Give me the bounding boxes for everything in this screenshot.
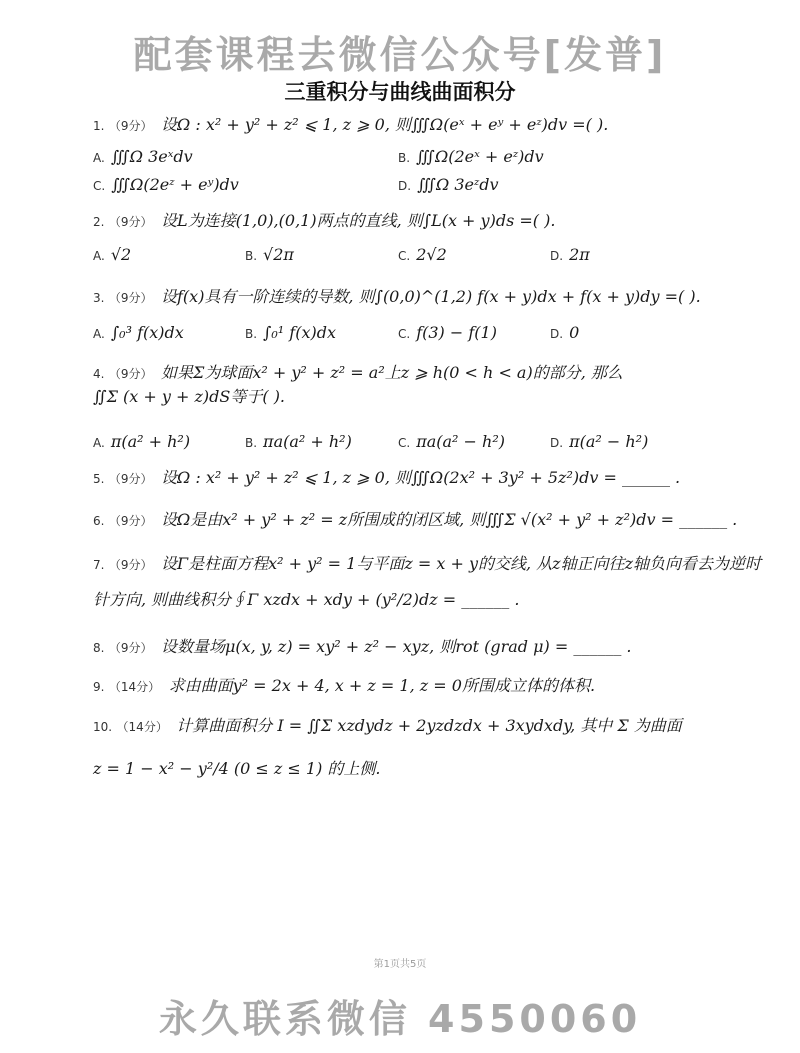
question-text: 求由曲面y² = 2x + 4, x + z = 1, z = 0所围成立体的体积. [168,676,596,695]
question-score: （9分） [108,367,153,381]
question-number: 5. [93,472,105,486]
option-value: ∭Ω 3eᶻdv [417,175,499,194]
question-7 [93,554,762,575]
question-score: （9分） [108,558,153,572]
question-number: 10. [93,720,113,734]
q1-option-d: D. ∭Ω 3eᶻdv [398,175,499,194]
question-text: 设Γ是柱面方程x² + y² = 1与平面z = x + y的交线, 从z轴正向往z轴负向看去为逆时 [161,554,762,573]
option-value: f(3) − f(1) [416,323,497,342]
question-number: 3. [93,291,105,305]
question-7-line-2 [93,590,733,611]
question-text: 计算曲面积分 I = ∬Σ xzdydz + 2yzdzdx + 3xydxdy, 其中 Σ 为曲面 [176,716,682,735]
q2-option-c: C. 2√2 [398,245,447,264]
question-1 [93,115,733,136]
option-value: ∭Ω 3eˣdv [110,147,193,166]
option-value: πa(a² − h²) [416,432,505,451]
question-9 [93,676,733,697]
question-text: z = 1 − x² − y²/4 (0 ≤ z ≤ 1) 的上侧. [93,759,381,778]
question-number: 6. [93,514,105,528]
option-value: 0 [569,323,580,342]
question-number: 2. [93,215,105,229]
q1-option-b: B. ∭Ω(2eˣ + eᶻ)dv [398,147,544,166]
q2-option-b: B. √2π [245,245,294,264]
question-score: （14分） [116,720,168,734]
question-5 [93,468,733,489]
question-score: （9分） [108,641,153,655]
question-text: 设Ω : x² + y² + z² ⩽ 1, z ⩾ 0, 则∭Ω(2x² + 3y² + 5z²)dv = ______ . [161,468,681,487]
q2-option-a: A. √2 [93,245,132,264]
question-score: （9分） [108,472,153,486]
question-number: 7. [93,558,105,572]
watermark-bottom: 永久联系微信 4550060 [158,997,642,1041]
question-10-line-2 [93,759,733,780]
question-text: 设f(x)具有一阶连续的导数, 则∫(0,0)^(1,2) f(x + y)dx + f(x + y)dy =( ). [161,287,701,306]
option-value: ∫₀¹ f(x)dx [263,323,336,342]
option-value: ∫₀³ f(x)dx [110,323,184,342]
question-8 [93,637,733,658]
question-score: （9分） [108,215,153,229]
question-2 [93,211,733,232]
question-3 [93,287,733,308]
question-4 [93,363,733,384]
q4-option-b: B. πa(a² + h²) [245,432,352,451]
q4-option-d: D. π(a² − h²) [550,432,649,451]
question-score: （9分） [108,291,153,305]
q4-option-a: A. π(a² + h²) [93,432,191,451]
question-number: 8. [93,641,105,655]
q1-option-a: A. ∭Ω 3eˣdv [93,147,193,166]
option-value: ∭Ω(2eᶻ + eʸ)dv [111,175,239,194]
page-footer: 第1页共5页 [373,959,427,970]
option-value: π(a² + h²) [110,432,191,451]
question-score: （14分） [108,680,161,694]
option-value: √2 [110,245,132,264]
question-text: 针方向, 则曲线积分∮Γ xzdx + xdy + (y²/2)dz = ______ . [93,590,520,609]
q3-option-b: B. ∫₀¹ f(x)dx [245,323,336,342]
q3-option-d: D. 0 [550,323,580,342]
question-text: 设数量场μ(x, y, z) = xy² + z² − xyz, 则rot (grad μ) = ______ . [161,637,632,656]
option-value: 2π [569,245,590,264]
question-4-line-2 [93,387,733,408]
question-score: （9分） [108,514,153,528]
q4-option-c: C. πa(a² − h²) [398,432,505,451]
page-title: 三重积分与曲线曲面积分 [284,80,516,104]
option-value: πa(a² + h²) [263,432,352,451]
q2-option-d: D. 2π [550,245,590,264]
question-number: 1. [93,119,105,133]
q1-option-c: C. ∭Ω(2eᶻ + eʸ)dv [93,175,239,194]
question-text: 设Ω是由x² + y² + z² = z所围成的闭区域, 则∭Σ √(x² + y² + z²)dv = ______ . [161,510,738,529]
question-text: 设L为连接(1,0),(0,1)两点的直线, 则∫L(x + y)ds =( ). [161,211,556,230]
question-6 [93,510,738,531]
option-value: π(a² − h²) [569,432,649,451]
question-10 [93,716,733,737]
question-text: ∬Σ (x + y + z)dS等于( ). [93,387,286,406]
question-text: 如果Σ为球面x² + y² + z² = a²上z ⩾ h(0 < h < a)的部分, 那么 [161,363,623,382]
option-value: 2√2 [416,245,447,264]
option-value: √2π [263,245,294,264]
question-number: 4. [93,367,105,381]
q3-option-c: C. f(3) − f(1) [398,323,497,342]
option-value: ∭Ω(2eˣ + eᶻ)dv [416,147,544,166]
watermark-top: 配套课程去微信公众号[发普] [133,33,667,77]
question-score: （9分） [108,119,153,133]
q3-option-a: A. ∫₀³ f(x)dx [93,323,184,342]
question-number: 9. [93,680,105,694]
question-text: 设Ω : x² + y² + z² ⩽ 1, z ⩾ 0, 则∭Ω(eˣ + eʸ + eᶻ)dv =( ). [161,115,609,134]
